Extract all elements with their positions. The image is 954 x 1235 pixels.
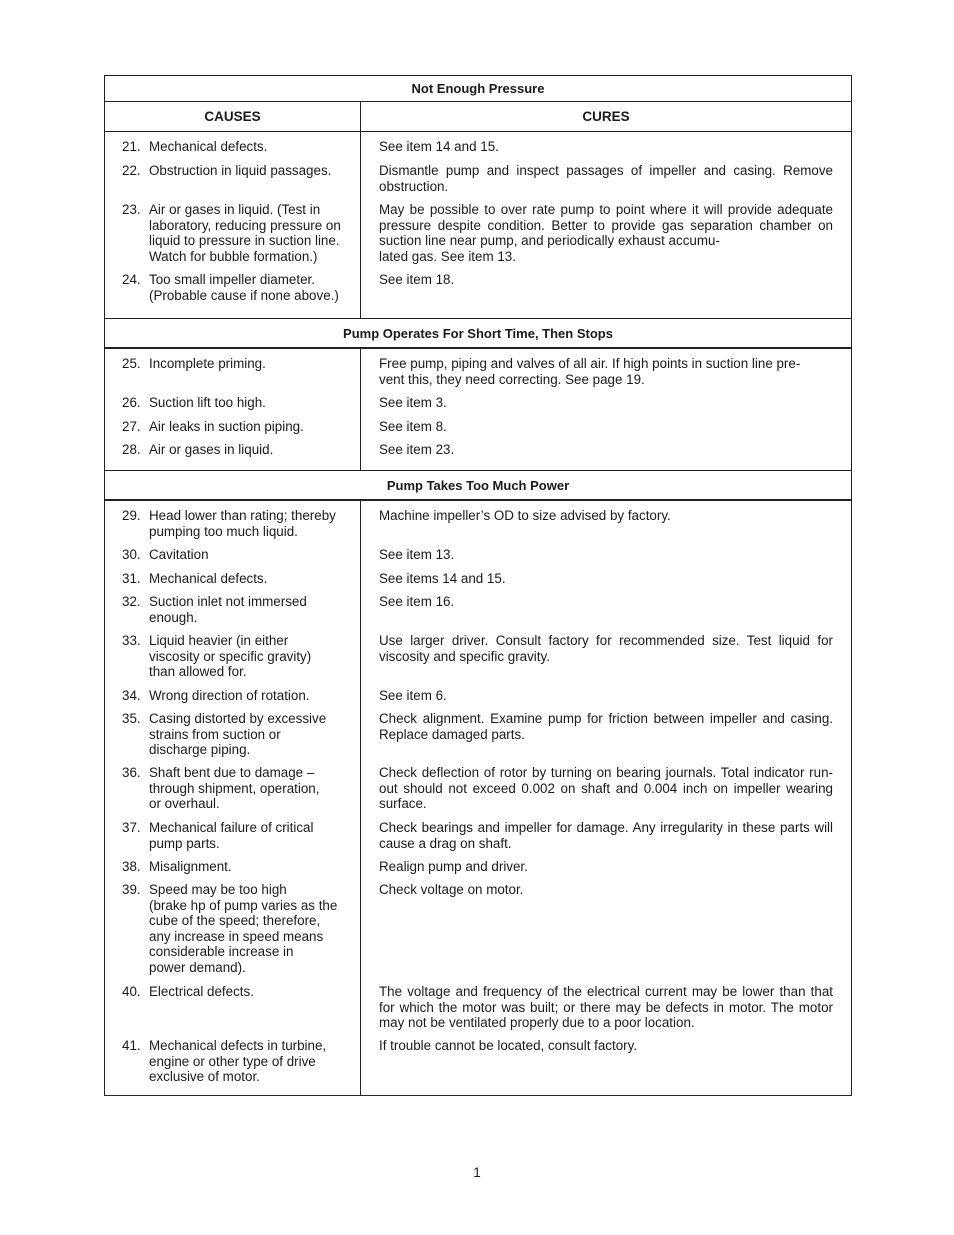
item-number: 26. [122, 395, 141, 410]
cause-item [105, 688, 360, 711]
cure-text: See item 16. [379, 594, 455, 609]
cause-text: Suction inlet not immersed enough. [149, 594, 307, 625]
cause-item [105, 547, 360, 571]
item-number: 40. [122, 984, 141, 999]
item-number: 23. [122, 202, 141, 217]
cause-text: Wrong direction of rotation. [149, 688, 310, 703]
item-number: 24. [122, 272, 141, 287]
cause-item [105, 594, 360, 633]
cause-item [105, 571, 360, 594]
section-title: Pump Takes Too Much Power [105, 470, 851, 500]
cause-text: Mechanical defects. [149, 571, 268, 586]
cures-column [361, 501, 851, 1095]
item-number: 39. [122, 882, 141, 897]
cure-text: If trouble cannot be located, consult factory. [379, 1038, 638, 1053]
cause-item [105, 882, 360, 984]
cure-text: See item 14 and 15. [379, 139, 499, 154]
cure-text: See items 14 and 15. [379, 571, 506, 586]
cure-text: Use larger driver. Consult factory for recommended size. Test liquid for viscosity and specific gravity. [379, 633, 833, 664]
cure-text: Check deflection of rotor by turning on bearing journals. Total indicator run-out should not exceed 0.002 on shaft and 0.004 inch on impeller wearing surface. [379, 765, 833, 812]
cause-text: Air leaks in suction piping. [149, 419, 304, 434]
cure-text: See item 3. [379, 395, 447, 410]
cause-text: Mechanical defects. [149, 139, 268, 154]
cure-text: See item 23. [379, 442, 455, 457]
causes-column [105, 349, 361, 470]
cure-text: Machine impeller’s OD to size advised by factory. [379, 508, 671, 523]
cause-text: Air or gases in liquid. [149, 442, 274, 457]
item-number: 21. [122, 139, 141, 154]
causes-column [105, 501, 361, 1095]
cause-text: Head lower than rating; thereby pumping too much liquid. [149, 508, 336, 539]
cause-text: Incomplete priming. [149, 356, 266, 371]
item-number: 36. [122, 765, 141, 780]
section-body [105, 348, 851, 470]
cause-item [105, 820, 360, 859]
cause-text: Casing distorted by excessive strains from suction or discharge piping. [149, 711, 327, 758]
cause-item [105, 139, 360, 163]
section-body [105, 500, 851, 1095]
item-number: 29. [122, 508, 141, 523]
cause-text: Speed may be too high (brake hp of pump varies as the cube of the speed; therefore, any increase in speed means considerable increase in power demand). [149, 882, 338, 975]
cures-header: CURES [582, 109, 630, 124]
cause-item [105, 356, 360, 395]
cure-text: Realign pump and driver. [379, 859, 528, 874]
cause-item [105, 419, 360, 442]
cause-item [105, 202, 360, 272]
item-number: 41. [122, 1038, 141, 1053]
cure-text: The voltage and frequency of the electrical current may be lower than that for which the motor was built; or there may be defects in motor. The motor may not be ventilated properly due to a poor location. [379, 984, 833, 1031]
cause-item [105, 633, 360, 688]
cause-text: Too small impeller diameter. (Probable cause if none above.) [149, 272, 339, 303]
cures-column [361, 349, 851, 470]
cause-item [105, 442, 360, 466]
item-number: 35. [122, 711, 141, 726]
cure-text: Dismantle pump and inspect passages of impeller and casing. Remove obstruction. [379, 163, 833, 194]
item-number: 22. [122, 163, 141, 178]
cause-item [105, 765, 360, 820]
cause-text: Shaft bent due to damage – through shipment, operation, or overhaul. [149, 765, 320, 812]
item-number: 37. [122, 820, 141, 835]
causes-column [105, 132, 361, 318]
cause-text: Suction lift too high. [149, 395, 266, 410]
cure-text: Check bearings and impeller for damage. Any irregularity in these parts will cause a drag on shaft. [379, 820, 833, 851]
item-number: 27. [122, 419, 141, 434]
cure-text: May be possible to over rate pump to point where it will provide adequate pressure despite condition. Better to provide gas separation chamber on suction line near pump, and periodically exhaust accumu- lated gas. See item 13. [379, 202, 833, 264]
cause-text: Obstruction in liquid passages. [149, 163, 332, 178]
item-number: 25. [122, 356, 141, 371]
cause-item [105, 395, 360, 419]
cause-item [105, 711, 360, 765]
item-number: 38. [122, 859, 141, 874]
cure-text: Free pump, piping and valves of all air. If high points in suction line pre- vent this, they need correcting. See page 19. [379, 356, 801, 387]
cures-column [361, 132, 851, 318]
item-number: 28. [122, 442, 141, 457]
cure-text: See item 13. [379, 547, 455, 562]
cause-text: Electrical defects. [149, 984, 254, 999]
item-number: 31. [122, 571, 141, 586]
item-number: 34. [122, 688, 141, 703]
cure-text: See item 18. [379, 272, 455, 287]
cause-text: Cavitation [149, 547, 209, 562]
item-number: 33. [122, 633, 141, 648]
cause-item [105, 163, 360, 202]
item-number: 30. [122, 547, 141, 562]
cure-text: Check voltage on motor. [379, 882, 524, 897]
cause-text: Air or gases in liquid. (Test in laboratory, reducing pressure on liquid to pressure in suction line. Watch for bubble formation.) [149, 202, 341, 264]
cause-item [105, 859, 360, 882]
cause-text: Mechanical defects in turbine, engine or other type of drive exclusive of motor. [149, 1038, 327, 1085]
cure-text: See item 6. [379, 688, 447, 703]
item-number: 32. [122, 594, 141, 609]
section-title: Not Enough Pressure [105, 76, 851, 102]
cause-text: Liquid heavier (in either viscosity or specific gravity) than allowed for. [149, 633, 312, 680]
cause-item [105, 272, 360, 310]
cause-item [105, 508, 360, 547]
cure-text: Check alignment. Examine pump for friction between impeller and casing. Replace damaged parts. [379, 711, 833, 742]
table-body [105, 132, 851, 1095]
cause-text: Mechanical failure of critical pump parts. [149, 820, 314, 851]
column-headers [105, 102, 851, 132]
cause-item [105, 1038, 360, 1085]
section-body [105, 132, 851, 318]
section-title: Pump Operates For Short Time, Then Stops [105, 318, 851, 348]
troubleshooting-table [104, 75, 852, 1096]
causes-header: CAUSES [105, 102, 361, 131]
cause-item [105, 984, 360, 1038]
cure-text: See item 8. [379, 419, 447, 434]
page-number: 1 [473, 1165, 481, 1180]
cause-text: Misalignment. [149, 859, 232, 874]
